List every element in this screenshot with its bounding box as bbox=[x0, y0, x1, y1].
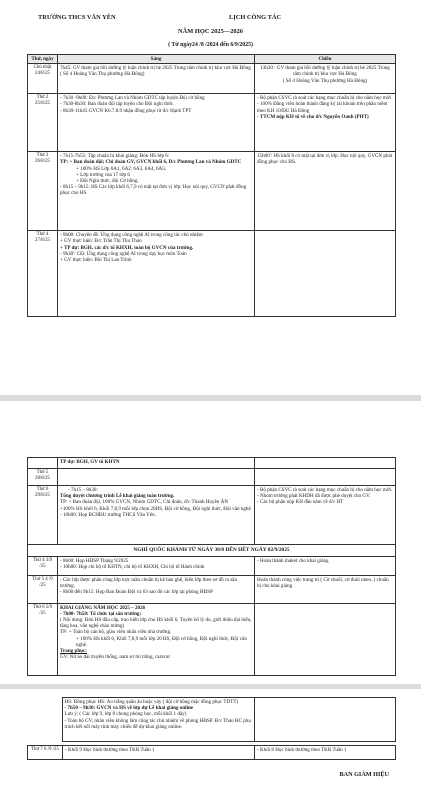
schedule-table-page-3-last bbox=[27, 745, 396, 760]
table-row bbox=[28, 486, 396, 545]
afternoon-cell: Hoàn thành công việc trang trí ( Cờ chuối, cờ đuôi nheo..) chuẩn bị cho khai giảng bbox=[255, 575, 396, 603]
day-cell: Thứ 6 5/9 /25 bbox=[28, 603, 58, 675]
morning-cell: 7h45: GV tham gia bồi dưỡng lý luận chính trị hè 2025 Trung tâm chính trị khu vực Hà Đông ( Số 4 Hoàng Văn Thụ phường Hà Đông) bbox=[58, 64, 255, 94]
table-row bbox=[28, 575, 396, 603]
morning-cell: - 7h15 – 8h30: Tổng duyệt chương trình Lễ khai giảng toàn trường. TP: + Ban đoàn đội, 100% GVCN, Nhóm GDTC, Chi đoàn, đ/c Thanh Huyền ÂN +100% HS khối 6, Khối 7,8,9 mỗi lớp chọn 20HS, Đội cờ hồng, Đội nghi thức, Đội văn nghệ - 10h00: Họp BCHĐU trường THCS Văn Yên. bbox=[58, 486, 255, 545]
morning-cell: KHAI GIẢNG NĂM HỌC 2025 – 2026 - 7h00- 7h50: Tổ chức tại sân trường: ( Nội dung: Đón HS đầu cấp, trao biển lớp cho HS khối 6, Tuyên bố lý do, giới thiệu đại biểu, tặng hoa, văn nghệ chào mừng) TP: + Toàn bộ cán bộ, giáo viên nhân viên nhà trường. + 100% HS khối 6, Khối 7,8,9 mỗi lớp 20 HS, Đội cờ hồng, Đội nghi thức, Đội văn nghệ. Trang phục: GV: Nữ áo dài truyền thống, nam sơ mi trắng, caravat bbox=[58, 603, 255, 675]
afternoon-cell: - Bộ phận CSVC rà soát các hạng mục chuẩn bị cho năm học mới. - Nhóm trưởng phát KHDH đã được phê duyệt cho GV. - Các bộ phận nộp KH đầu năm về đ/c HT bbox=[255, 486, 396, 545]
table-row bbox=[28, 603, 396, 675]
page-separator bbox=[0, 684, 421, 689]
morning-cell: - 8h00: Họp HĐSP Tháng 9/2025 - 10h00: Họp chi bộ tổ KHTN, chi bộ tổ KHXH, Chi bộ tổ Hành chính bbox=[58, 556, 255, 575]
col-header-morning: Sáng bbox=[58, 55, 255, 64]
afternoon-cell: - Bộ phận CSVC rà soát các hạng mục chuẩn bị cho năm học mới - 100% Đảng viên hoàn thành đăng ký tài khoản trên phần mềm theo KH 10/ĐU Hà Đông - TTCM nộp KH tổ về cho đ/c Nguyễn Oanh (PHT) bbox=[255, 94, 396, 152]
signature-label: BAN GIÁM HIỆU bbox=[339, 771, 389, 778]
day-cell: Chủ nhật 24/8/25 bbox=[28, 64, 58, 94]
page-separator bbox=[0, 395, 421, 401]
afternoon-cell: 13h30 : GV tham gia bồi dưỡng lý luận chính trị hè 2025 Trung tâm chính trị khu vực Hà Đông ( Số 4 Hoàng Văn Thụ phường Hà Đông) bbox=[255, 64, 396, 94]
day-cell: Thứ 4 27/8/25 bbox=[28, 231, 58, 317]
table-row bbox=[28, 94, 396, 152]
day-cell: Thứ 6 29/8/25 bbox=[28, 486, 58, 545]
afternoon-cell: 15h00': HS khối 8 có mặt tại đơn vị lớp: Học nội quy, GVCN phát đồng phục cho HS. bbox=[255, 152, 396, 231]
afternoon-cell: - Khối 8 Học bình thường theo TKB Tuần 1 bbox=[255, 746, 396, 760]
date-range: ( Từ ngày24 /8 /2024 đến 6/9/2025) bbox=[168, 42, 253, 48]
morning-cell: - Khối 9 Học bình thường theo TKB Tuần 1 bbox=[63, 746, 255, 760]
morning-cell: - Các lớp được phân công lớp trực tuần chuẩn bị kê bàn ghế, biển lớp theo sơ đồ ra sân trường. - 8h00 đến 9h15: Họp Ban Đoàn Đội và 63 sao đỏ các lớp tại phòng HĐSP bbox=[58, 575, 255, 603]
schedule-table-page-2 bbox=[27, 457, 396, 676]
table-row bbox=[28, 231, 396, 317]
col-header-afternoon: Chiều bbox=[255, 55, 396, 64]
table-row bbox=[62, 698, 395, 742]
day-cell: Thứ 5 4 /9 /25 bbox=[28, 575, 58, 603]
document-title: LỊCH CÔNG TÁC bbox=[229, 14, 282, 21]
morning-cell: - 7h15-7h55: Tập chuẩn bị khai giảng: Đón HS lớp 6: TP: + Ban đoàn đội; Chi đoàn GV, GVCN khối 6, Đ/c Phương Lan và Nhóm GDTC + 100% HS Lớp 6A1, 6A2, 6A3, 6A4, 6A5; + Lớp trưởng của 17 lớp 6 + Đội Nghi thức, đội Cờ hồng. - 8h15 – 9h15: HS Các lớp khối 6,7,9 có mặt tại đơn vị lớp: Học nội quy, GVCN phát đồng phục cho HS bbox=[58, 152, 255, 231]
day-cell: Thứ 4 3/9 /25 bbox=[28, 556, 58, 575]
day-cell: Thứ 3 26/8/25 bbox=[28, 152, 58, 231]
table-row bbox=[28, 458, 396, 469]
table-row bbox=[28, 746, 396, 760]
afternoon-cell bbox=[255, 603, 396, 675]
schedule-table-page-1 bbox=[27, 54, 396, 317]
schedule-table-page-3 bbox=[62, 697, 396, 742]
day-cell: Thứ 2 25/8/25 bbox=[28, 94, 58, 152]
table-row bbox=[28, 556, 396, 575]
day-cell: Thứ 5 28/8/25 bbox=[28, 469, 58, 486]
afternoon-cell: - Hoàn thành maket cho khai giảng bbox=[255, 556, 396, 575]
table-row bbox=[28, 469, 396, 486]
day-cell: Thứ 7 6 /9 /25 bbox=[28, 746, 63, 760]
table-row bbox=[28, 152, 396, 231]
morning-cell: - 7h30 -9h00: Đ/c Phương Lan và Nhóm GDTC tập luyện Đội cờ hồng - 7h30-8h30: Ban đoàn đội tập luyện cho Đội nghi thức - 8h30-11h45 GVCN K6.7.8.9 nhận đồng phục từ đ/c Hạnh TPT bbox=[58, 94, 255, 152]
afternoon-cell bbox=[255, 231, 396, 317]
morning-cell: TP dự: BGH, GV tổ KHTN bbox=[58, 458, 255, 469]
table-row bbox=[28, 64, 396, 94]
col-header-day: Thứ, ngày bbox=[28, 55, 58, 64]
school-year: NĂM HỌC 2025—2026 bbox=[178, 28, 243, 35]
morning-cell: - 8h00: Chuyên đề: Ứng dụng công nghệ AI trong công tác chủ nhiệm + GV thực hiện: Đ/c Trần Thị Thu Thảo + TP dự: BGH, các đ/c tổ KHXH, toàn bộ GVCN của trường. - 9h30': CĐ: Ứng dụng công nghệ AI trong dạy học môn Toán + GV thực hiện: Bùi Thị Lan Trinh bbox=[58, 231, 255, 317]
holiday-banner: NGHỈ QUỐC KHÁNH TỪ NGÀY 30/8 ĐẾN HẾT NGÀY 02/9/2025 bbox=[28, 545, 396, 557]
morning-cell: HS: Đồng phục HS: Áo trắng quần âu hoặc váy ( đội cờ hồng mặc đồng phục TDTT) - 7h50 – 9h30: GVCN và HS về lớp dự Lễ khai giảng online Lưu ý: ( Các lớp 9, lớp 8 chung phòng học, mỗi khối 1 dãy) - Toàn bộ GV, nhân viên không làm công tác chủ nhiệm về phòng HĐSP. Đ/c Thảo HC phụ trách kết nối máy tính máy chiếu để dự khai giảng online. bbox=[62, 698, 254, 742]
school-name: TRƯỜNG THCS VĂN YÊN bbox=[38, 14, 116, 21]
